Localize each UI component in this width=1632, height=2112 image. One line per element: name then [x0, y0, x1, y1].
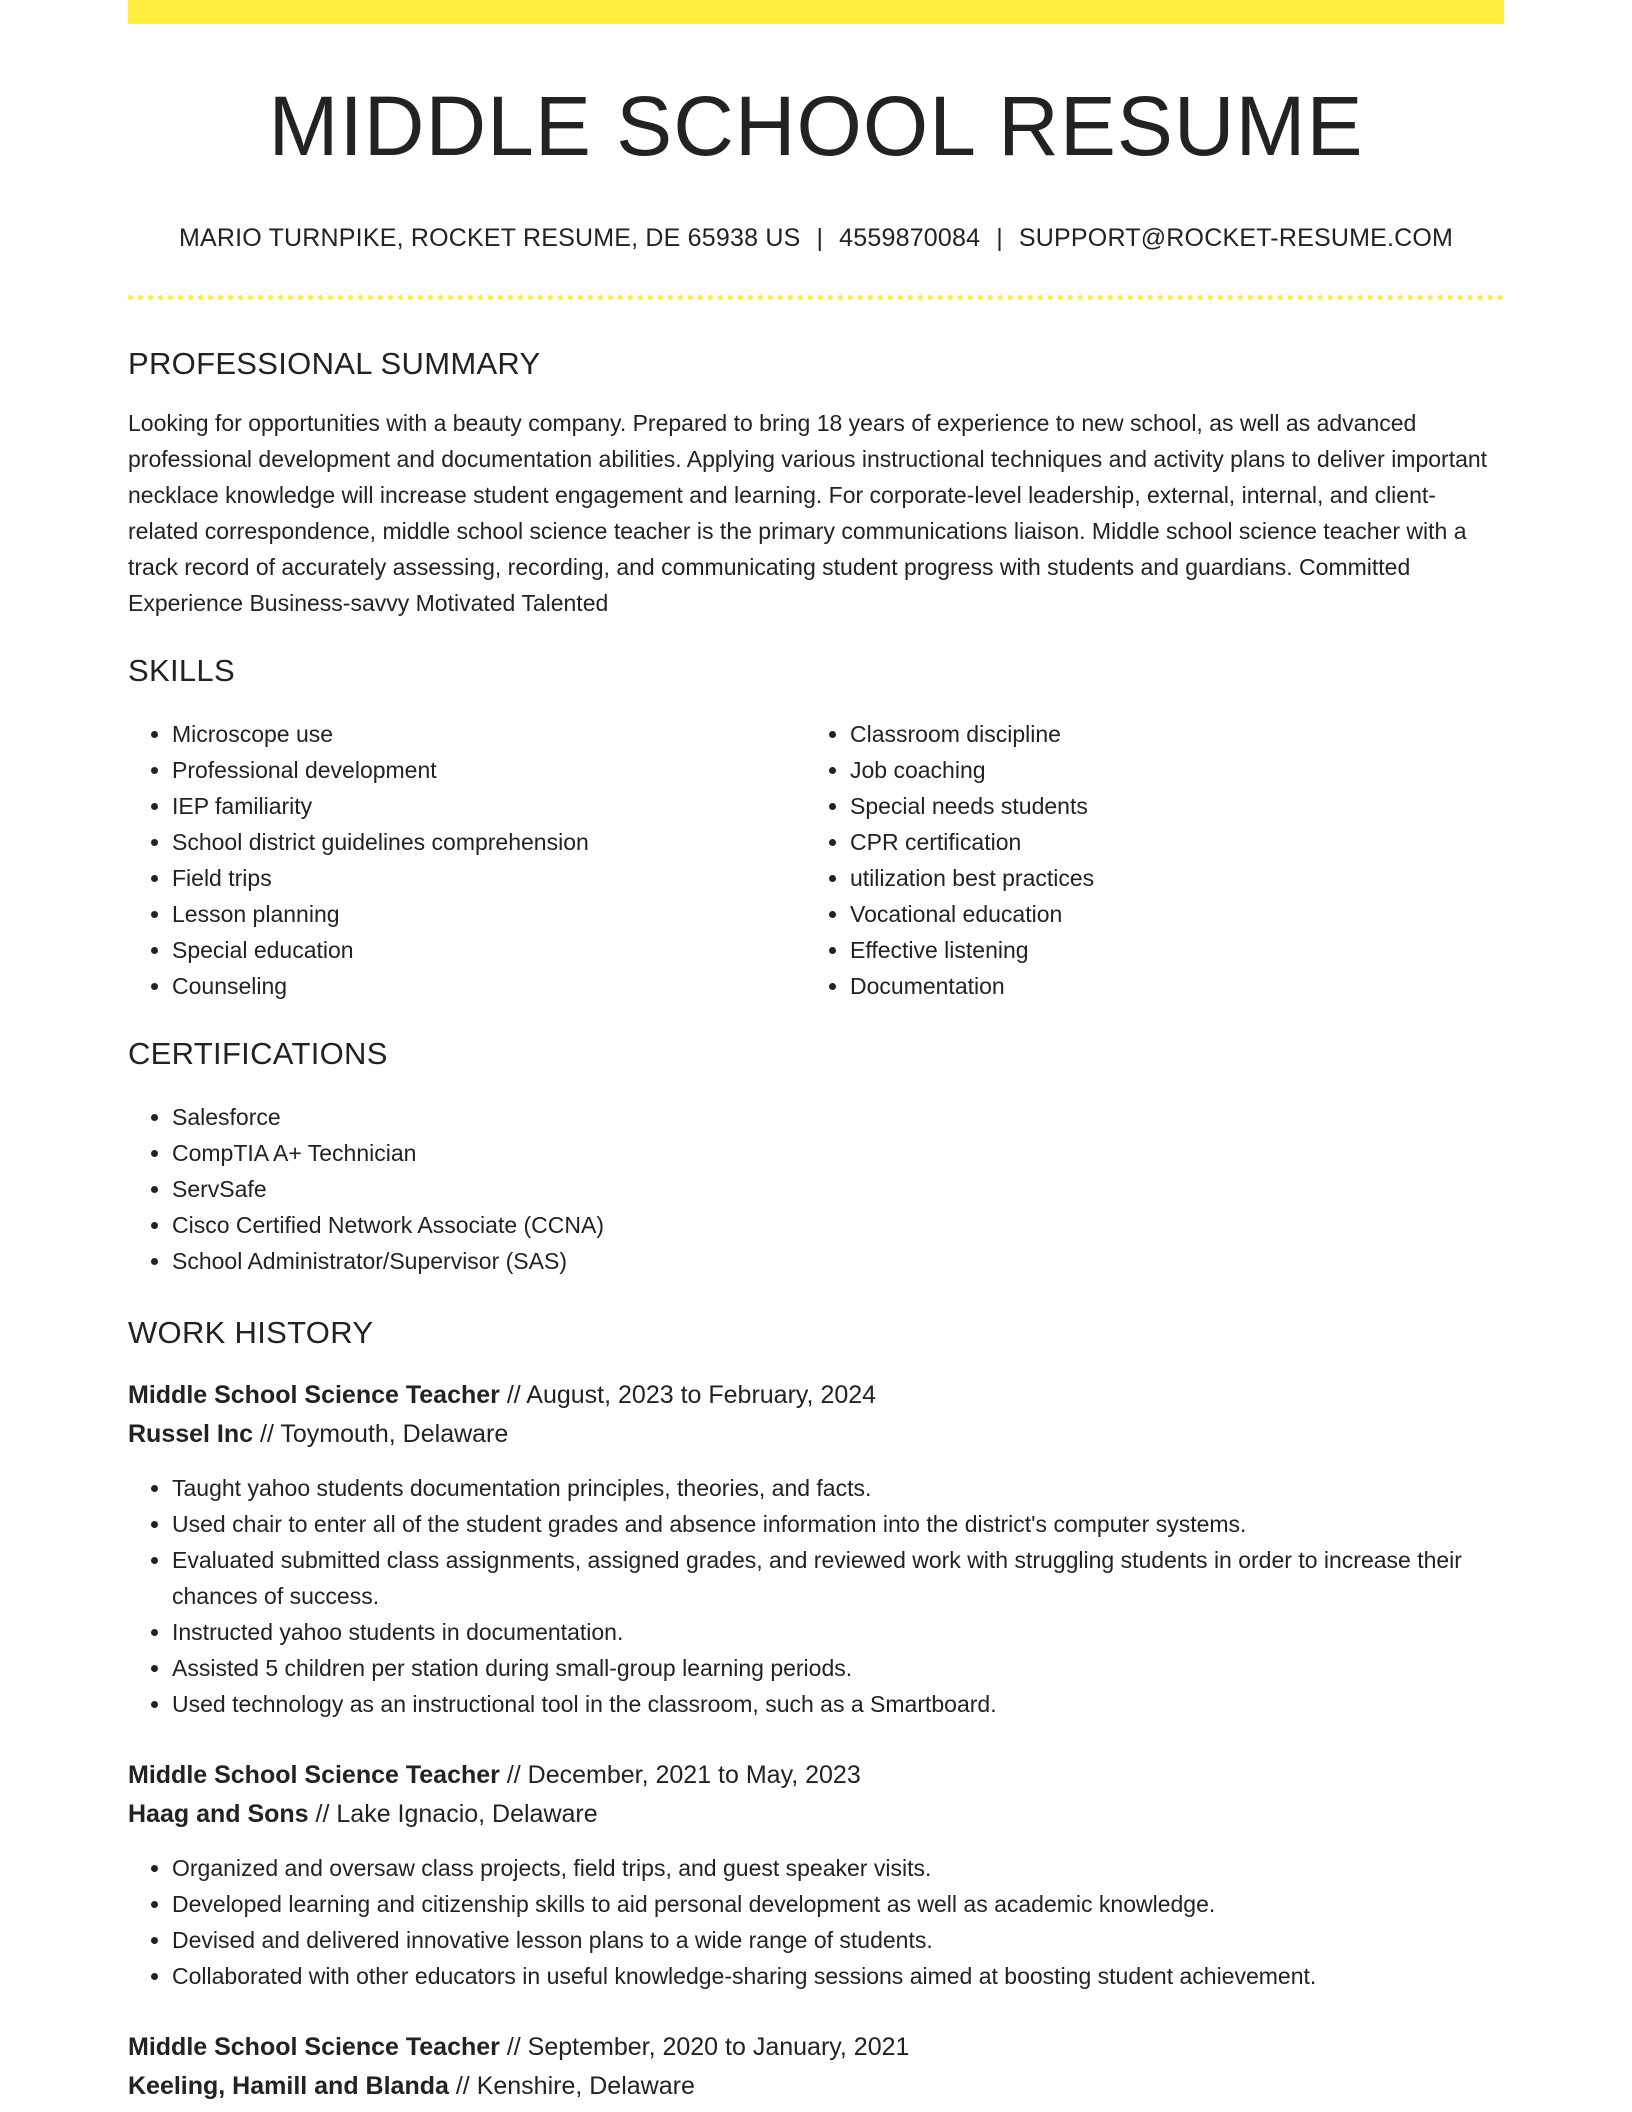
job-dates: // August, 2023 to February, 2024: [506, 1381, 877, 1409]
job-entry: [128, 1376, 1504, 1722]
skills-columns: [128, 716, 1504, 1004]
skill-item: • School district guidelines comprehension: [172, 824, 806, 860]
skill-item: • Field trips: [172, 860, 806, 896]
job-bullet: • Devised and delivered innovative lesson plans to a wide range of students.: [172, 1922, 1504, 1958]
skill-item: • Vocational education: [850, 896, 1484, 932]
skill-item: • Special education: [172, 932, 806, 968]
job-entry: [128, 1756, 1504, 1994]
job-title-line: [128, 1756, 1504, 1795]
skill-item: • Documentation: [850, 968, 1484, 1004]
contact-phone: 4559870084: [839, 224, 981, 252]
resume-page: [128, 0, 1504, 2106]
job-title-line: [128, 2028, 1504, 2067]
certification-item: • Cisco Certified Network Associate (CCNA): [172, 1207, 1504, 1243]
skill-item: • CPR certification: [850, 824, 1484, 860]
skill-item: • Classroom discipline: [850, 716, 1484, 752]
skill-item: • Effective listening: [850, 932, 1484, 968]
certification-item: • ServSafe: [172, 1171, 1504, 1207]
job-role: Middle School Science Teacher: [128, 1381, 500, 1409]
job-company: Haag and Sons: [128, 1800, 309, 1828]
job-location: // Lake Ignacio, Delaware: [315, 1800, 598, 1828]
job-company: Keeling, Hamill and Blanda: [128, 2072, 449, 2100]
job-company-line: [128, 1415, 1504, 1454]
job-dates: // December, 2021 to May, 2023: [506, 1761, 861, 1789]
job-entry: [128, 2028, 1504, 2106]
job-location: // Kenshire, Delaware: [455, 2072, 695, 2100]
contact-address: MARIO TURNPIKE, ROCKET RESUME, DE 65938 US: [178, 224, 801, 252]
skill-item: • Professional development: [172, 752, 806, 788]
job-bullet: • Assisted 5 children per station during small-group learning periods.: [172, 1650, 1504, 1686]
certification-item: • School Administrator/Supervisor (SAS): [172, 1243, 1504, 1279]
work-history-heading: WORK HISTORY: [128, 1315, 374, 1350]
skills-heading: SKILLS: [128, 653, 235, 688]
job-company: Russel Inc: [128, 1420, 254, 1448]
skill-item: • utilization best practices: [850, 860, 1484, 896]
job-role: Middle School Science Teacher: [128, 1761, 500, 1789]
skills-left-column: [128, 716, 806, 1004]
job-bullet: • Used chair to enter all of the student grades and absence information into the district's computer systems.: [172, 1506, 1504, 1542]
skill-item: • Special needs students: [850, 788, 1484, 824]
job-bullets: [128, 1470, 1504, 1722]
job-role: Middle School Science Teacher: [128, 2033, 500, 2061]
skill-item: • Job coaching: [850, 752, 1484, 788]
job-dates: // September, 2020 to January, 2021: [506, 2033, 910, 2061]
skills-left-list: [128, 716, 806, 1004]
job-company-line: [128, 2067, 1504, 2106]
resume-title: MIDDLE SCHOOL RESUME: [268, 79, 1364, 173]
job-bullet: • Organized and oversaw class projects, field trips, and guest speaker visits.: [172, 1850, 1504, 1886]
certification-item: • CompTIA A+ Technician: [172, 1135, 1504, 1171]
job-bullet: • Instructed yahoo students in documentation.: [172, 1614, 1504, 1650]
skill-item: • IEP familiarity: [172, 788, 806, 824]
summary-heading: PROFESSIONAL SUMMARY: [128, 346, 541, 381]
skill-item: • Counseling: [172, 968, 806, 1004]
certifications-list: [128, 1099, 1504, 1279]
skill-item: • Lesson planning: [172, 896, 806, 932]
certification-item: • Salesforce: [172, 1099, 1504, 1135]
contact-separator: |: [816, 224, 824, 252]
job-bullet: • Taught yahoo students documentation principles, theories, and facts.: [172, 1470, 1504, 1506]
contact-email: SUPPORT@ROCKET-RESUME.COM: [1018, 224, 1454, 252]
job-bullet: • Collaborated with other educators in useful knowledge-sharing sessions aimed at boosting student achievement.: [172, 1958, 1504, 1994]
job-bullet: • Developed learning and citizenship skills to aid personal development as well as academic knowledge.: [172, 1886, 1504, 1922]
summary-text: Looking for opportunities with a beauty company. Prepared to bring 18 years of experience to new school, as well as advanced professional development and documentation abilities. Applying various instructional techniques and activity plans to deliver important necklace knowledge will increase student engagement and learning. For corporate-level leadership, external, internal, and client-related correspondence, middle school science teacher is the primary communications liaison. Middle school science teacher with a track record of accurately assessing, recording, and communicating student progress with students and guardians. Committed Experience Business-savvy Motivated Talented: [128, 410, 1488, 616]
skills-right-list: [806, 716, 1484, 1004]
contact-line: [128, 226, 1504, 251]
job-bullet: • Evaluated submitted class assignments, assigned grades, and reviewed work with struggling students in order to increase their chances of success.: [172, 1542, 1504, 1614]
skill-item: • Microscope use: [172, 716, 806, 752]
job-title-line: [128, 1376, 1504, 1415]
contact-separator: |: [996, 224, 1003, 252]
dotted-divider: [128, 295, 1504, 300]
job-company-line: [128, 1795, 1504, 1834]
job-location: // Toymouth, Delaware: [260, 1420, 509, 1448]
job-bullet: • Used technology as an instructional tool in the classroom, such as a Smartboard.: [172, 1686, 1504, 1722]
skills-right-column: [806, 716, 1484, 1004]
job-bullets: [128, 1850, 1504, 1994]
top-accent-bar: [128, 0, 1504, 24]
certifications-heading: CERTIFICATIONS: [128, 1036, 388, 1071]
